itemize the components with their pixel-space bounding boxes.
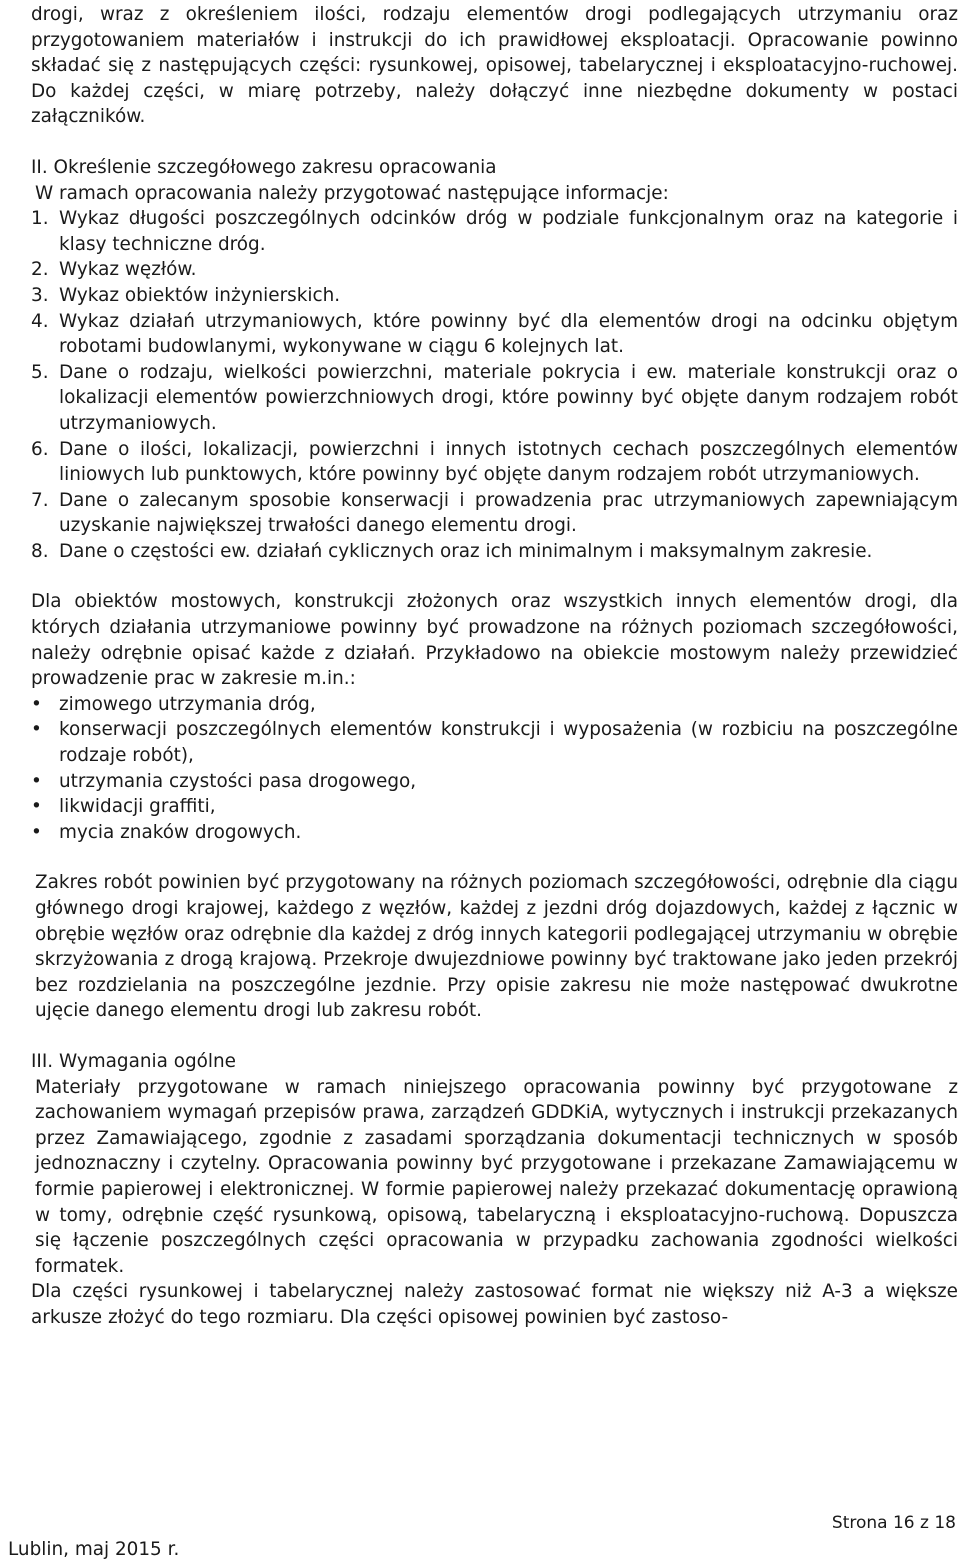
list-item [31, 717, 958, 768]
page-number: Strona 16 z 18 [831, 1513, 956, 1533]
item-number: 3. [31, 284, 49, 306]
bridges-paragraph: Dla obiektów mostowych, konstrukcji złożonych oraz wszystkich innych elementów drogi, dla których działania utrzymaniowe powinny być prowadzone na różnych poziomach szczegółowości, należy odrębnie opisać każde z działań. Przykładowo na obiekcie mostowym należy przewidzieć prowadzenie prac w zakresie m.in.: [31, 591, 958, 690]
item-text: Dane o zalecanym sposobie konserwacji i prowadzenia prac utrzymaniowych zapewniającym uzyskanie największej trwałości danego elementu drogi. [59, 489, 958, 537]
section-3-heading: III. Wymagania ogólne [31, 1050, 236, 1072]
item-number: 2. [31, 259, 49, 281]
list-item [31, 820, 958, 846]
item-number: 5. [31, 361, 49, 383]
item-text: Dane o ilości, lokalizacji, powierzchni i innych istotnych cechach poszczególnych elementów liniowych lub punktowych, które powinny być objęte danym rodzajem robót utrzymaniowych. [59, 438, 958, 486]
list-item [31, 206, 958, 257]
bullet: • [31, 796, 42, 818]
bullet: • [31, 821, 42, 843]
section-2-lead: W ramach opracowania należy przygotować następujące informacje: [35, 182, 669, 204]
item-number: 7. [31, 489, 49, 511]
item-number: 4. [31, 310, 49, 332]
item-text: konserwacji poszczególnych elementów konstrukcji i wyposażenia (w rozbiciu na poszczególne rodzaje robót), [59, 719, 958, 767]
list-item [31, 794, 958, 820]
bridge-works-list [31, 692, 958, 846]
list-item [31, 539, 958, 565]
item-text: Dane o rodzaju, wielkości powierzchni, materiale pokrycia i ew. materiale konstrukcji oraz o lokalizacji elementów powierzchniowych drogi, które powinny być objęte danym rodzajem robót utrzymaniowych. [59, 361, 958, 434]
item-number: 6. [31, 438, 49, 460]
section-3-paragraph-1: Materiały przygotowane w ramach niniejszego opracowania powinny być przygotowane z zachowaniem wymagań przepisów prawa, zarządzeń GDDKiA, wytycznych i instrukcji przekazanych przez Zamawiającego, zgodnie z zasadami sporządzania dokumentacji technicznych w sposób jednoznaczny i czytelny. Opracowania powinny być przygotowane i przekazane Zamawiającemu w formie papierowej i elektronicznej. W formie papierowej należy przekazać dokumentację oprawioną w tomy, odrębnie część rysunkową, opisową, tabelaryczną i eksploatacyjno-ruchową. Dopuszcza się łączenie poszczególnych części opracowania w przypadku zachowania zgodności wielkości formatek. [35, 1076, 958, 1277]
list-item [31, 283, 958, 309]
item-number: 8. [31, 540, 49, 562]
item-text: Wykaz obiektów inżynierskich. [59, 284, 341, 306]
scope-paragraph: Zakres robót powinien być przygotowany na różnych poziomach szczegółowości, odrębnie dla ciągu głównego drogi krajowej, każdego z węzłów, każdej z jezdni dróg dojazdowych, każdej z łącznic w obrębie węzłów oraz odrębnie dla każdej z dróg innych kategorii podlegającej utrzymaniu w obrębie skrzyżowania z drogą krajową. Przekroje dwujezdniowe powinny być traktowane jako jeden przekrój bez rozdzielania na poszczególne jezdnie. Przy opisie zakresu nie może następować dwukrotne ujęcie danego elementu drogi lub zakresu robót. [35, 872, 958, 1022]
intro-paragraph: drogi, wraz z określeniem ilości, rodzaju elementów drogi podlegających utrzymaniu oraz przygotowaniem materiałów i instrukcji do ich prawidłowej eksploatacji. Opracowanie powinno składać się z następujących części: rysunkowej, opisowej, tabelarycznej i eksploatacyjno-ruchowej. Do każdej części, w miarę potrzeby, należy dołączyć inne niezbędne dokumenty w postaci załączników. [31, 4, 958, 128]
list-item [31, 769, 958, 795]
footer-place-date: Lublin, maj 2015 r. [8, 1539, 180, 1560]
bullet: • [31, 693, 42, 715]
page-content [31, 2, 958, 1331]
list-item [31, 309, 958, 360]
item-text: Wykaz węzłów. [59, 259, 197, 281]
item-text: Dane o częstości ew. działań cyklicznych oraz ich minimalnym i maksymalnym zakresie. [59, 540, 873, 562]
list-item [31, 360, 958, 437]
item-text: utrzymania czystości pasa drogowego, [59, 770, 417, 792]
item-text: zimowego utrzymania dróg, [59, 693, 316, 715]
section-2-heading: II. Określenie szczegółowego zakresu opracowania [31, 156, 497, 178]
item-text: mycia znaków drogowych. [59, 821, 302, 843]
bullet: • [31, 719, 42, 741]
list-item [31, 488, 958, 539]
item-text: likwidacji graffiti, [59, 796, 216, 818]
list-item [31, 692, 958, 718]
item-text: Wykaz działań utrzymaniowych, które powinny być dla elementów drogi na odcinku objętym robotami budowlanymi, wykonywane w ciągu 6 kolejnych lat. [59, 310, 958, 358]
item-number: 1. [31, 208, 49, 230]
section-3-paragraph-2: Dla części rysunkowej i tabelarycznej należy zastosować format nie większy niż A-3 a większe arkusze złożyć do tego rozmiaru. Dla części opisowej powinien być zastoso- [31, 1281, 958, 1328]
list-item [31, 257, 958, 283]
item-text: Wykaz długości poszczególnych odcinków dróg w podziale funkcjonalnym oraz na kategorie i klasy techniczne dróg. [59, 208, 958, 255]
requirements-list [31, 206, 958, 564]
bullet: • [31, 770, 42, 792]
list-item [31, 437, 958, 488]
